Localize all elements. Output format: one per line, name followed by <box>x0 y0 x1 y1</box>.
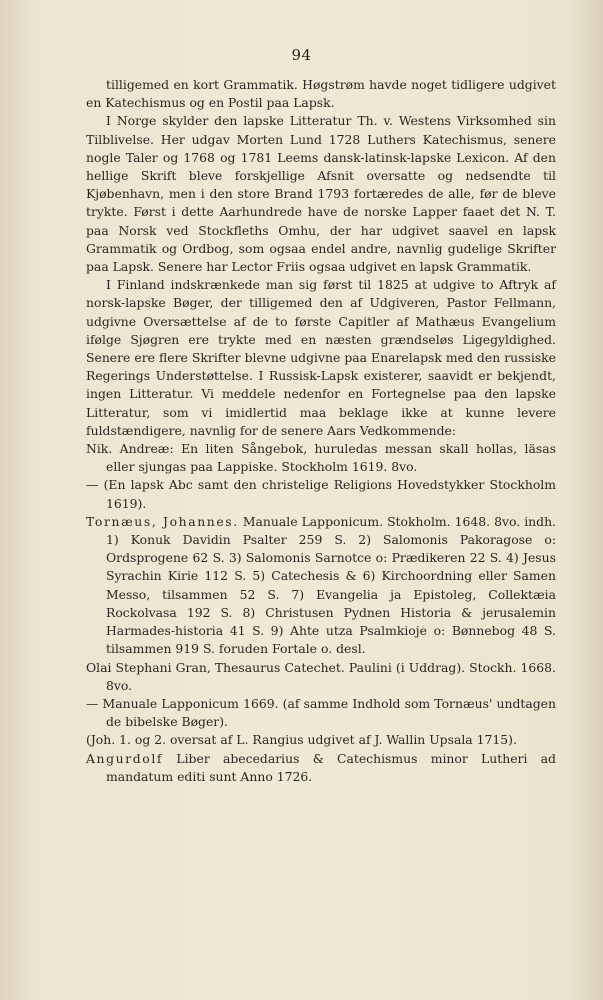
entry-author: Olai Stephani Gran, <box>86 659 211 675</box>
entry-text: Manuale Lapponicum 1669. (af samme Indhold som Tornæus' undtagen de bibelske Bøger). <box>102 695 556 730</box>
bibliography-entry <box>86 476 556 512</box>
entry-author: Angurdolf <box>86 750 164 766</box>
entry-author: Tornæus, Johannes. <box>86 513 239 529</box>
paragraph-norway: I Norge skylder den lapske Litteratur Th. v. Westens Virksomhed sin Tilblivelse. Her udgav Morten Lund 1728 Luthers Katechismus, senere nogle Taler og 1768 og 1781 Leems dansk-latinsk-lapske Lexicon. Af den hellige Skrift bleve forskjellige Afsnit oversatte og nedsendte til Kjøbenhavn, men i den store Brand 1793 fortæredes de alle, før de bleve trykte. Først i dette Aarhundrede have de norske Lapper faaet det N. T. paa Norsk ved Stockfleths Omhu, der har udgivet saavel en lapsk Grammatik og Ordbog, som ogsaa endel andre, navnlig gudelige Skrifter paa Lapsk. Senere har Lector Friis ogsaa udgivet en lapsk Grammatik. <box>86 113 556 275</box>
bibliography-entry <box>86 695 556 731</box>
bibliography-entry <box>86 659 556 695</box>
entry-author: Nik. Andreæ: <box>86 441 174 457</box>
bibliography-entry <box>86 513 556 659</box>
entry-text: En liten Sångebok, huruledas messan skall hollas, läsas eller sjungas paa Lappiske. Stockholm 1619. 8vo. <box>106 441 556 475</box>
entry-author: — <box>86 695 99 711</box>
entry-author: — <box>86 477 99 493</box>
bibliography-entry <box>86 750 556 786</box>
entry-text: Thesaurus Catechet. Paulini (i Uddrag). Stockh. 1668. 8vo. <box>106 659 556 693</box>
entry-text: (Joh. 1. og 2. oversat af L. Rangius udgivet af J. Wallin Upsala 1715). <box>86 732 517 748</box>
paragraph-finland: I Finland indskrænkede man sig først til 1825 at udgive to Aftryk af norsk-lapske Bøger, der tilligemed den af Udgiveren, Pastor Fellmann, udgivne Oversættelse af de to første Capitler af Mathæus Evangelium ifølge Sjøgren ere trykte med en næsten grændseløs Ligegyldighed. Senere ere flere Skrifter blevne udgivne paa Enarelapsk med den russiske Regerings Understøttelse. I Russisk-Lapsk existerer, saavidt er bekjendt, ingen Litteratur. Vi meddele nedenfor en Fortegnelse paa den lapske Litteratur, som vi imidlertid maa beklage ikke at kunne levere fuldstændigere, navnlig for de senere Aars Vedkommende: <box>86 277 556 438</box>
entry-text: Manuale Lapponicum. Stokholm. 1648. 8vo. indh. 1) Konuk Davidin Psalter 259 S. 2) Salomonis Pakoragose o: Ordsprogene 62 S. 3) Salomonis Sarnotce o: Prædikeren 22 S. 4) Jesus Syrachin Kirie 112 S. 5) Catechesis & 6) Kirchoordning eller Samen Messo, tilsammen 52 S. 7) Evangelia ja Epistoleg, Collektæia Rockolvasa 192 S. 8) Christusen Pydnen Historia & jerusalemin Harmades-historia 41 S. 9) Ahte utza Psalmkioje o: Bønnebog 48 S. tilsammen 919 S. foruden Fortale o. desl. <box>106 513 556 657</box>
bibliography-entry <box>86 731 556 749</box>
page-body <box>86 76 556 786</box>
entry-text: Liber abecedarius & Catechismus minor Lutheri ad mandatum editi sunt Anno 1726. <box>106 750 556 784</box>
bibliography-entry <box>86 440 556 476</box>
page-number: 94 <box>291 46 312 64</box>
paragraph-grammar: tilligemed en kort Grammatik. Høgstrøm havde noget tidligere udgivet en Katechismus og en Postil paa Lapsk. <box>86 77 556 111</box>
entry-text: (En lapsk Abc samt den christelige Religions Hovedstykker Stockholm 1619). <box>103 477 556 511</box>
